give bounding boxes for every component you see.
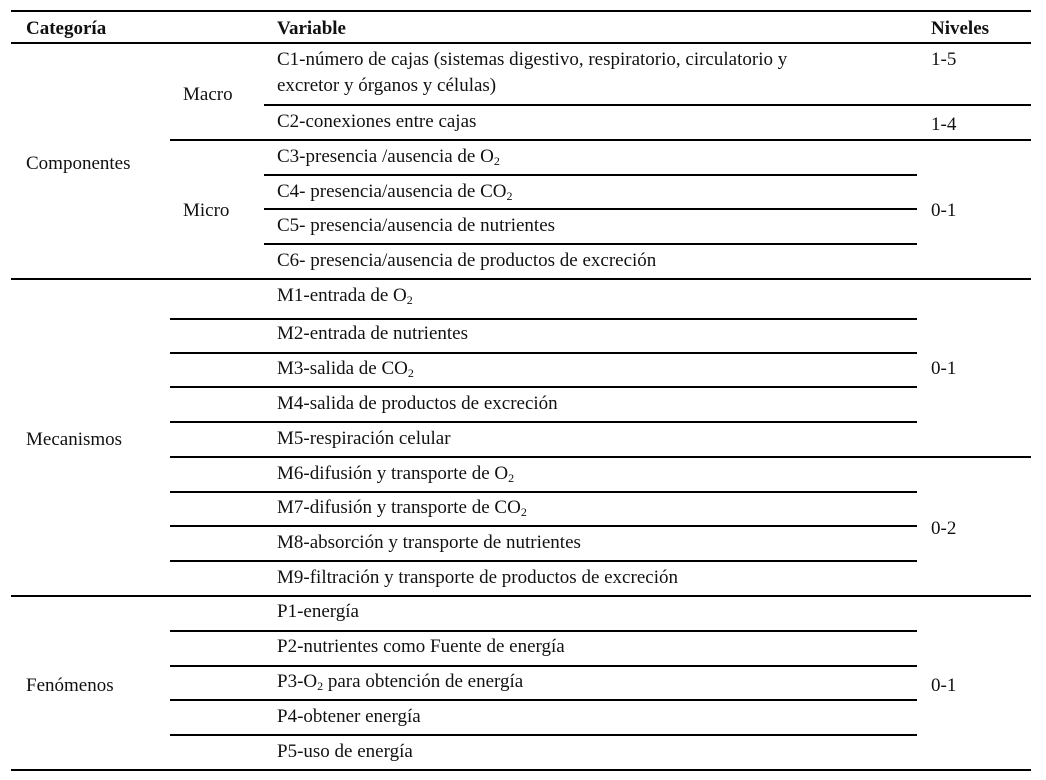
section-rule	[11, 595, 1031, 597]
level-micro: 0-1	[931, 200, 957, 221]
table-row-p1: P1-energía	[277, 601, 359, 622]
table-row-m7: M7-difusión y transporte de $CO_2$	[277, 497, 527, 519]
row-rule	[264, 104, 1031, 106]
row-rule	[170, 318, 917, 320]
table-row-c6: C6- presencia/ausencia de productos de excreción	[277, 250, 657, 271]
level-m6-m9: 0-2	[931, 518, 957, 539]
table-row-m2: M2-entrada de nutrientes	[277, 323, 468, 344]
row-rule	[264, 243, 917, 245]
category-componentes: Componentes	[26, 153, 131, 174]
table-row-m3: M3-salida de $CO_2$	[277, 358, 414, 380]
row-rule	[170, 525, 917, 527]
category-fenomenos: Fenómenos	[26, 675, 114, 696]
table-row-p2: P2-nutrientes como Fuente de energía	[277, 636, 565, 657]
table-row-p4: P4-obtener energía	[277, 706, 421, 727]
level-c1: 1-5	[931, 49, 957, 70]
row-rule	[170, 421, 917, 423]
row-rule	[264, 174, 917, 176]
table-row-m6: M6-difusión y transporte de $O_2$	[277, 463, 515, 485]
table-row-c3: C3-presencia /ausencia de $O_2$	[277, 146, 500, 168]
table-row-c1-line1: C1-número de cajas (sistemas digestivo, respiratorio, circulatorio y	[277, 49, 788, 70]
subgroup-rule	[170, 139, 1031, 141]
table-row-c4: C4- presencia/ausencia de $CO_2$	[277, 181, 513, 203]
table-row-c1-line2: excretor y órganos y células)	[277, 75, 497, 96]
level-fenomenos: 0-1	[931, 675, 957, 696]
header-variable: Variable	[277, 18, 346, 39]
row-rule	[170, 386, 917, 388]
table-row-m8: M8-absorción y transporte de nutrientes	[277, 532, 581, 553]
row-rule	[170, 630, 917, 632]
table-row-m5: M5-respiración celular	[277, 428, 451, 449]
table-row-p5: P5-uso de energía	[277, 741, 413, 762]
table-row-c2: C2-conexiones entre cajas	[277, 111, 477, 132]
row-rule	[170, 560, 917, 562]
row-rule	[170, 734, 917, 736]
table-row-c5: C5- presencia/ausencia de nutrientes	[277, 215, 556, 236]
header-bottom-rule	[11, 42, 1031, 44]
row-rule	[264, 208, 917, 210]
level-m1-m5: 0-1	[931, 358, 957, 379]
table-row-m1: M1-entrada de $O_2$	[277, 285, 413, 307]
header-levels: Niveles	[931, 18, 990, 39]
section-rule	[11, 278, 1031, 280]
level-c2: 1-4	[931, 114, 957, 135]
row-rule	[170, 491, 917, 493]
table-row-m4: M4-salida de productos de excreción	[277, 393, 558, 414]
row-rule	[170, 352, 917, 354]
subgroup-micro: Micro	[183, 200, 230, 221]
group-rule	[170, 456, 1031, 458]
category-mecanismos: Mecanismos	[26, 429, 123, 450]
subgroup-macro: Macro	[183, 84, 233, 105]
row-rule	[170, 699, 917, 701]
table-row-m9: M9-filtración y transporte de productos de excreción	[277, 567, 678, 588]
row-rule	[170, 665, 917, 667]
table-top-rule	[11, 10, 1031, 12]
table-row-p3: $P3-O_2$ para obtención de energía	[277, 671, 524, 693]
table-bottom-rule	[11, 769, 1031, 771]
header-category: Categoría	[26, 18, 107, 39]
